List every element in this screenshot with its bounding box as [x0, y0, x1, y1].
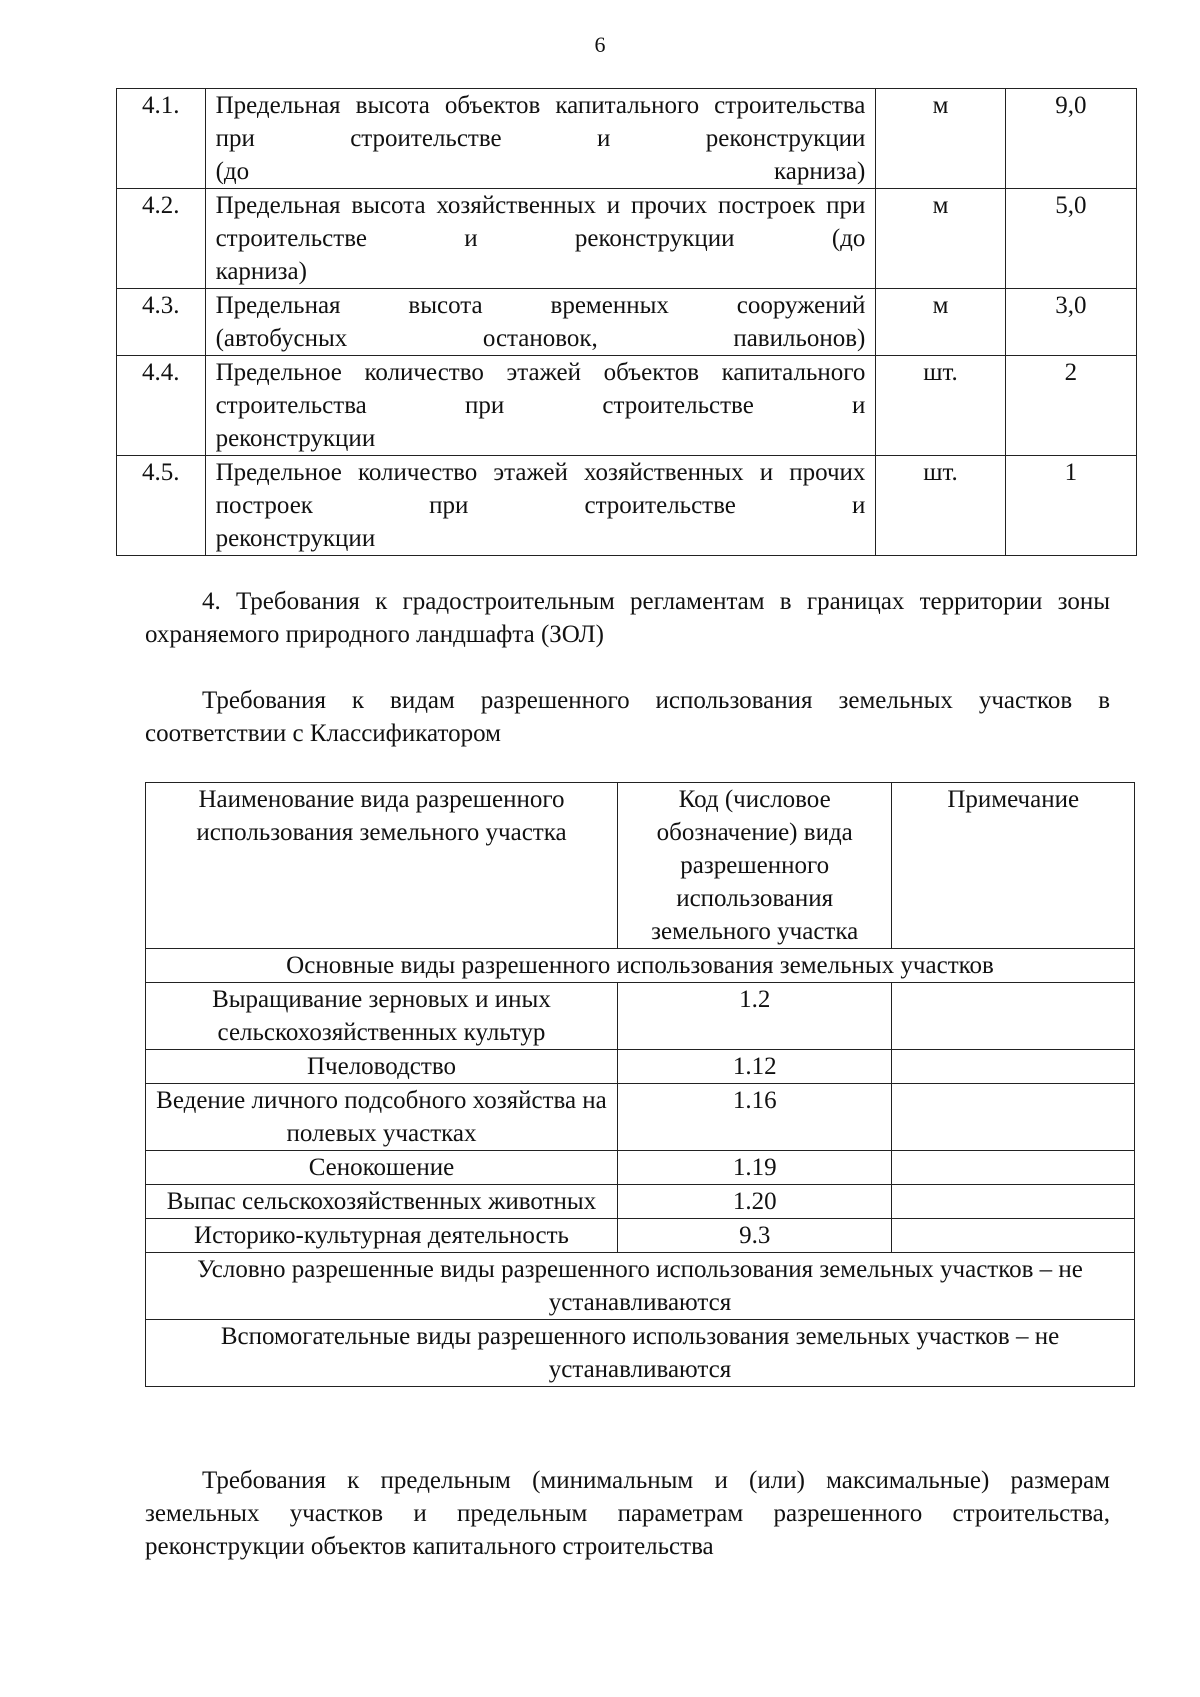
row-unit: шт. — [876, 356, 1005, 456]
use-code: 1.2 — [617, 983, 892, 1050]
table-row — [117, 289, 1137, 356]
use-name: Выпас сельскохозяйственных животных — [146, 1185, 618, 1219]
row-number: 4.4. — [117, 356, 206, 456]
header-note: Примечание — [892, 783, 1135, 949]
use-name: Историко-культурная деятельность — [146, 1219, 618, 1253]
row-value: 3,0 — [1005, 289, 1136, 356]
row-unit: м — [876, 89, 1005, 189]
auxiliary-uses: Вспомогательные виды разрешенного использования земельных участков – не устанавливаются — [146, 1320, 1135, 1387]
use-note — [892, 1084, 1135, 1151]
table-row — [146, 1084, 1135, 1151]
section-row — [146, 949, 1135, 983]
table-header-row — [146, 783, 1135, 949]
section-intro: Требования к видам разрешенного использования земельных участков в соответствии с Классификатором — [145, 687, 1110, 747]
row-description: Предельное количество этажей объектов капитального строительства при строительстве и реконструкции — [205, 356, 876, 456]
use-code: 1.12 — [617, 1050, 892, 1084]
row-number: 4.3. — [117, 289, 206, 356]
use-code: 1.16 — [617, 1084, 892, 1151]
row-description: Предельное количество этажей хозяйственных и прочих построек при строительстве и реконструкции — [205, 456, 876, 556]
row-unit: м — [876, 189, 1005, 289]
row-value: 2 — [1005, 356, 1136, 456]
use-note — [892, 1050, 1135, 1084]
use-code: 9.3 — [617, 1219, 892, 1253]
row-unit: шт. — [876, 456, 1005, 556]
page-number: 6 — [594, 32, 606, 57]
row-number: 4.5. — [117, 456, 206, 556]
table-row — [117, 456, 1137, 556]
use-note — [892, 1151, 1135, 1185]
use-code: 1.19 — [617, 1151, 892, 1185]
height-limits-table — [116, 88, 1137, 556]
table-row — [146, 1219, 1135, 1253]
row-description: Предельная высота хозяйственных и прочих построек при строительстве и реконструкции (до карниза) — [205, 189, 876, 289]
row-number: 4.2. — [117, 189, 206, 289]
use-code: 1.20 — [617, 1185, 892, 1219]
closing-paragraph: Требования к предельным (минимальным и (или) максимальные) размерам земельных участков и предельным параметрам разрешенного строительства, реконструкции объектов капитального строительства — [145, 1467, 1110, 1560]
row-value: 9,0 — [1005, 89, 1136, 189]
use-note — [892, 1185, 1135, 1219]
table-row — [117, 189, 1137, 289]
use-name: Пчеловодство — [146, 1050, 618, 1084]
use-name: Выращивание зерновых и иных сельскохозяйственных культур — [146, 983, 618, 1050]
conditional-uses: Условно разрешенные виды разрешенного использования земельных участков – не устанавливаются — [146, 1253, 1135, 1320]
use-name: Сенокошение — [146, 1151, 618, 1185]
row-description: Предельная высота объектов капитального строительства при строительстве и реконструкции (до карниза) — [205, 89, 876, 189]
row-value: 1 — [1005, 456, 1136, 556]
header-code: Код (числовое обозначение) вида разрешенного использования земельного участка — [617, 783, 892, 949]
header-name: Наименование вида разрешенного использования земельного участка — [146, 783, 618, 949]
table-row — [146, 1050, 1135, 1084]
row-unit: м — [876, 289, 1005, 356]
row-description: Предельная высота временных сооружений (автобусных остановок, павильонов) — [205, 289, 876, 356]
table-row — [146, 1185, 1135, 1219]
table-row — [117, 356, 1137, 456]
use-name: Ведение личного подсобного хозяйства на полевых участках — [146, 1084, 618, 1151]
section-row — [146, 1320, 1135, 1387]
use-note — [892, 983, 1135, 1050]
permitted-use-table — [145, 782, 1135, 1387]
main-uses-title: Основные виды разрешенного использования земельных участков — [146, 949, 1135, 983]
use-note — [892, 1219, 1135, 1253]
section-row — [146, 1253, 1135, 1320]
row-number: 4.1. — [117, 89, 206, 189]
table-row — [117, 89, 1137, 189]
table-row — [146, 1151, 1135, 1185]
table-row — [146, 983, 1135, 1050]
section-heading: 4. Требования к градостроительным регламентам в границах территории зоны охраняемого природного ландшафта (ЗОЛ) — [145, 588, 1110, 648]
row-value: 5,0 — [1005, 189, 1136, 289]
